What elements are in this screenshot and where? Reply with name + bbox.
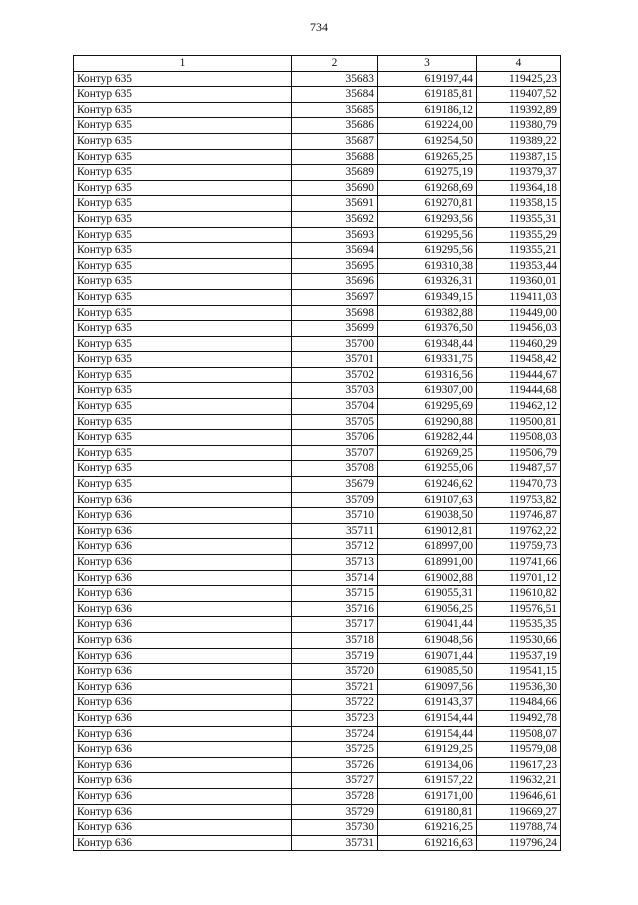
point-number-cell: 35730	[292, 820, 378, 836]
table-row	[74, 586, 561, 602]
column-header: 4	[477, 56, 561, 72]
table-row	[74, 414, 561, 430]
point-number-cell: 35679	[292, 477, 378, 493]
y-coordinate-cell: 119541,15	[477, 664, 561, 680]
point-number-cell: 35728	[292, 788, 378, 804]
point-number-cell: 35701	[292, 352, 378, 368]
y-coordinate-cell: 119392,89	[477, 102, 561, 118]
point-number-cell: 35685	[292, 102, 378, 118]
y-coordinate-cell: 119355,21	[477, 243, 561, 259]
table-header-row	[74, 56, 561, 72]
contour-name-cell: Контур 635	[74, 102, 292, 118]
contour-name-cell: Контур 636	[74, 726, 292, 742]
x-coordinate-cell: 619185,81	[378, 87, 477, 103]
point-number-cell: 35683	[292, 71, 378, 87]
y-coordinate-cell: 119508,03	[477, 430, 561, 446]
y-coordinate-cell: 119484,66	[477, 695, 561, 711]
contour-name-cell: Контур 635	[74, 71, 292, 87]
y-coordinate-cell: 119458,42	[477, 352, 561, 368]
contour-name-cell: Контур 636	[74, 804, 292, 820]
coordinates-table	[73, 55, 561, 851]
y-coordinate-cell: 119353,44	[477, 258, 561, 274]
y-coordinate-cell: 119444,67	[477, 367, 561, 383]
y-coordinate-cell: 119753,82	[477, 492, 561, 508]
x-coordinate-cell: 619085,50	[378, 664, 477, 680]
table-row	[74, 118, 561, 134]
table-row	[74, 87, 561, 103]
y-coordinate-cell: 119576,51	[477, 601, 561, 617]
table-row	[74, 196, 561, 212]
table-row	[74, 555, 561, 571]
x-coordinate-cell: 619197,44	[378, 71, 477, 87]
y-coordinate-cell: 119536,30	[477, 679, 561, 695]
table-row	[74, 773, 561, 789]
contour-name-cell: Контур 635	[74, 274, 292, 290]
table-row	[74, 492, 561, 508]
contour-name-cell: Контур 636	[74, 664, 292, 680]
point-number-cell: 35693	[292, 227, 378, 243]
y-coordinate-cell: 119387,15	[477, 149, 561, 165]
x-coordinate-cell: 619310,38	[378, 258, 477, 274]
y-coordinate-cell: 119506,79	[477, 445, 561, 461]
point-number-cell: 35697	[292, 289, 378, 305]
point-number-cell: 35723	[292, 710, 378, 726]
table-row	[74, 149, 561, 165]
table-row	[74, 227, 561, 243]
x-coordinate-cell: 619255,06	[378, 461, 477, 477]
point-number-cell: 35724	[292, 726, 378, 742]
point-number-cell: 35694	[292, 243, 378, 259]
y-coordinate-cell: 119358,15	[477, 196, 561, 212]
y-coordinate-cell: 119492,78	[477, 710, 561, 726]
table-row	[74, 305, 561, 321]
x-coordinate-cell: 619295,56	[378, 227, 477, 243]
point-number-cell: 35710	[292, 508, 378, 524]
table-row	[74, 477, 561, 493]
x-coordinate-cell: 619254,50	[378, 133, 477, 149]
point-number-cell: 35711	[292, 523, 378, 539]
point-number-cell: 35692	[292, 211, 378, 227]
x-coordinate-cell: 619055,31	[378, 586, 477, 602]
point-number-cell: 35731	[292, 835, 378, 851]
y-coordinate-cell: 119487,57	[477, 461, 561, 477]
point-number-cell: 35684	[292, 87, 378, 103]
table-row	[74, 445, 561, 461]
table-row	[74, 788, 561, 804]
point-number-cell: 35719	[292, 648, 378, 664]
y-coordinate-cell: 119500,81	[477, 414, 561, 430]
y-coordinate-cell: 119462,12	[477, 399, 561, 415]
contour-name-cell: Контур 635	[74, 461, 292, 477]
column-header: 2	[292, 56, 378, 72]
table-row	[74, 632, 561, 648]
table-row	[74, 820, 561, 836]
table-row	[74, 508, 561, 524]
x-coordinate-cell: 619129,25	[378, 742, 477, 758]
table-row	[74, 399, 561, 415]
x-coordinate-cell: 619293,56	[378, 211, 477, 227]
x-coordinate-cell: 619290,88	[378, 414, 477, 430]
point-number-cell: 35713	[292, 555, 378, 571]
y-coordinate-cell: 119746,87	[477, 508, 561, 524]
point-number-cell: 35726	[292, 757, 378, 773]
point-number-cell: 35699	[292, 321, 378, 337]
y-coordinate-cell: 119762,22	[477, 523, 561, 539]
table-row	[74, 102, 561, 118]
contour-name-cell: Контур 635	[74, 196, 292, 212]
table-row	[74, 289, 561, 305]
table-row	[74, 617, 561, 633]
contour-name-cell: Контур 635	[74, 180, 292, 196]
x-coordinate-cell: 619382,88	[378, 305, 477, 321]
y-coordinate-cell: 119632,21	[477, 773, 561, 789]
x-coordinate-cell: 619097,56	[378, 679, 477, 695]
table-row	[74, 726, 561, 742]
x-coordinate-cell: 619275,19	[378, 165, 477, 181]
x-coordinate-cell: 619295,56	[378, 243, 477, 259]
y-coordinate-cell: 119380,79	[477, 118, 561, 134]
point-number-cell: 35729	[292, 804, 378, 820]
x-coordinate-cell: 619216,63	[378, 835, 477, 851]
y-coordinate-cell: 119411,03	[477, 289, 561, 305]
table-row	[74, 461, 561, 477]
table-row	[74, 742, 561, 758]
table-row	[74, 321, 561, 337]
table-row	[74, 539, 561, 555]
table-row	[74, 274, 561, 290]
x-coordinate-cell: 619154,44	[378, 726, 477, 742]
point-number-cell: 35717	[292, 617, 378, 633]
y-coordinate-cell: 119364,18	[477, 180, 561, 196]
x-coordinate-cell: 619157,22	[378, 773, 477, 789]
contour-name-cell: Контур 635	[74, 352, 292, 368]
x-coordinate-cell: 619348,44	[378, 336, 477, 352]
table-row	[74, 211, 561, 227]
x-coordinate-cell: 619071,44	[378, 648, 477, 664]
contour-name-cell: Контур 635	[74, 211, 292, 227]
table-row	[74, 679, 561, 695]
contour-name-cell: Контур 635	[74, 399, 292, 415]
y-coordinate-cell: 119449,00	[477, 305, 561, 321]
contour-name-cell: Контур 636	[74, 742, 292, 758]
y-coordinate-cell: 119579,08	[477, 742, 561, 758]
x-coordinate-cell: 619048,56	[378, 632, 477, 648]
contour-name-cell: Контур 636	[74, 820, 292, 836]
x-coordinate-cell: 619269,25	[378, 445, 477, 461]
y-coordinate-cell: 119610,82	[477, 586, 561, 602]
point-number-cell: 35716	[292, 601, 378, 617]
point-number-cell: 35698	[292, 305, 378, 321]
point-number-cell: 35687	[292, 133, 378, 149]
point-number-cell: 35714	[292, 570, 378, 586]
table-row	[74, 570, 561, 586]
contour-name-cell: Контур 635	[74, 227, 292, 243]
point-number-cell: 35690	[292, 180, 378, 196]
contour-name-cell: Контур 635	[74, 87, 292, 103]
contour-name-cell: Контур 635	[74, 321, 292, 337]
y-coordinate-cell: 119796,24	[477, 835, 561, 851]
x-coordinate-cell: 619331,75	[378, 352, 477, 368]
contour-name-cell: Контур 636	[74, 586, 292, 602]
contour-name-cell: Контур 635	[74, 383, 292, 399]
point-number-cell: 35722	[292, 695, 378, 711]
contour-name-cell: Контур 635	[74, 305, 292, 321]
y-coordinate-cell: 119456,03	[477, 321, 561, 337]
contour-name-cell: Контур 635	[74, 289, 292, 305]
contour-name-cell: Контур 635	[74, 165, 292, 181]
table-row	[74, 352, 561, 368]
y-coordinate-cell: 119741,66	[477, 555, 561, 571]
contour-name-cell: Контур 636	[74, 632, 292, 648]
table-row	[74, 757, 561, 773]
x-coordinate-cell: 619107,63	[378, 492, 477, 508]
table-row	[74, 367, 561, 383]
table-row	[74, 695, 561, 711]
y-coordinate-cell: 119355,31	[477, 211, 561, 227]
point-number-cell: 35720	[292, 664, 378, 680]
x-coordinate-cell: 619295,69	[378, 399, 477, 415]
point-number-cell: 35709	[292, 492, 378, 508]
contour-name-cell: Контур 636	[74, 555, 292, 571]
contour-name-cell: Контур 636	[74, 710, 292, 726]
column-header: 3	[378, 56, 477, 72]
point-number-cell: 35706	[292, 430, 378, 446]
contour-name-cell: Контур 635	[74, 430, 292, 446]
y-coordinate-cell: 119460,29	[477, 336, 561, 352]
contour-name-cell: Контур 636	[74, 788, 292, 804]
table-row	[74, 664, 561, 680]
table-row	[74, 71, 561, 87]
column-header: 1	[74, 56, 292, 72]
y-coordinate-cell: 119444,68	[477, 383, 561, 399]
point-number-cell: 35708	[292, 461, 378, 477]
point-number-cell: 35688	[292, 149, 378, 165]
x-coordinate-cell: 619268,69	[378, 180, 477, 196]
table-row	[74, 165, 561, 181]
y-coordinate-cell: 119617,23	[477, 757, 561, 773]
table-row	[74, 243, 561, 259]
table-row	[74, 133, 561, 149]
x-coordinate-cell: 619002,88	[378, 570, 477, 586]
contour-name-cell: Контур 636	[74, 695, 292, 711]
table-row	[74, 383, 561, 399]
x-coordinate-cell: 619180,81	[378, 804, 477, 820]
y-coordinate-cell: 119759,73	[477, 539, 561, 555]
table-row	[74, 648, 561, 664]
contour-name-cell: Контур 636	[74, 757, 292, 773]
table-row	[74, 710, 561, 726]
table-row	[74, 336, 561, 352]
contour-name-cell: Контур 635	[74, 258, 292, 274]
point-number-cell: 35691	[292, 196, 378, 212]
contour-name-cell: Контур 636	[74, 648, 292, 664]
point-number-cell: 35721	[292, 679, 378, 695]
table-row	[74, 523, 561, 539]
x-coordinate-cell: 619316,56	[378, 367, 477, 383]
contour-name-cell: Контур 635	[74, 118, 292, 134]
y-coordinate-cell: 119669,27	[477, 804, 561, 820]
contour-name-cell: Контур 636	[74, 508, 292, 524]
y-coordinate-cell: 119530,66	[477, 632, 561, 648]
point-number-cell: 35704	[292, 399, 378, 415]
y-coordinate-cell: 119470,73	[477, 477, 561, 493]
contour-name-cell: Контур 635	[74, 414, 292, 430]
point-number-cell: 35718	[292, 632, 378, 648]
table-row	[74, 430, 561, 446]
contour-name-cell: Контур 635	[74, 477, 292, 493]
contour-name-cell: Контур 636	[74, 835, 292, 851]
point-number-cell: 35725	[292, 742, 378, 758]
x-coordinate-cell: 619265,25	[378, 149, 477, 165]
point-number-cell: 35705	[292, 414, 378, 430]
point-number-cell: 35712	[292, 539, 378, 555]
table-body	[74, 71, 561, 851]
point-number-cell: 35703	[292, 383, 378, 399]
contour-name-cell: Контур 635	[74, 243, 292, 259]
x-coordinate-cell: 619376,50	[378, 321, 477, 337]
table-row	[74, 804, 561, 820]
y-coordinate-cell: 119425,23	[477, 71, 561, 87]
x-coordinate-cell: 618997,00	[378, 539, 477, 555]
x-coordinate-cell: 619270,81	[378, 196, 477, 212]
x-coordinate-cell: 619143,37	[378, 695, 477, 711]
contour-name-cell: Контур 636	[74, 601, 292, 617]
x-coordinate-cell: 619216,25	[378, 820, 477, 836]
y-coordinate-cell: 119788,74	[477, 820, 561, 836]
page-number: 734	[310, 20, 328, 34]
y-coordinate-cell: 119508,07	[477, 726, 561, 742]
y-coordinate-cell: 119407,52	[477, 87, 561, 103]
x-coordinate-cell: 619171,00	[378, 788, 477, 804]
x-coordinate-cell: 619154,44	[378, 710, 477, 726]
contour-name-cell: Контур 636	[74, 492, 292, 508]
contour-name-cell: Контур 636	[74, 523, 292, 539]
x-coordinate-cell: 619186,12	[378, 102, 477, 118]
contour-name-cell: Контур 635	[74, 367, 292, 383]
x-coordinate-cell: 619246,62	[378, 477, 477, 493]
table-row	[74, 835, 561, 851]
contour-name-cell: Контур 636	[74, 773, 292, 789]
x-coordinate-cell: 619282,44	[378, 430, 477, 446]
point-number-cell: 35695	[292, 258, 378, 274]
point-number-cell: 35696	[292, 274, 378, 290]
x-coordinate-cell: 619349,15	[378, 289, 477, 305]
y-coordinate-cell: 119646,61	[477, 788, 561, 804]
contour-name-cell: Контур 636	[74, 617, 292, 633]
point-number-cell: 35700	[292, 336, 378, 352]
x-coordinate-cell: 619326,31	[378, 274, 477, 290]
point-number-cell: 35727	[292, 773, 378, 789]
table-row	[74, 180, 561, 196]
y-coordinate-cell: 119389,22	[477, 133, 561, 149]
table-row	[74, 601, 561, 617]
table-row	[74, 258, 561, 274]
y-coordinate-cell: 119379,37	[477, 165, 561, 181]
contour-name-cell: Контур 636	[74, 679, 292, 695]
point-number-cell: 35715	[292, 586, 378, 602]
y-coordinate-cell: 119701,12	[477, 570, 561, 586]
y-coordinate-cell: 119355,29	[477, 227, 561, 243]
x-coordinate-cell: 619307,00	[378, 383, 477, 399]
contour-name-cell: Контур 635	[74, 133, 292, 149]
y-coordinate-cell: 119537,19	[477, 648, 561, 664]
contour-name-cell: Контур 636	[74, 570, 292, 586]
x-coordinate-cell: 619012,81	[378, 523, 477, 539]
point-number-cell: 35702	[292, 367, 378, 383]
x-coordinate-cell: 619038,50	[378, 508, 477, 524]
x-coordinate-cell: 619041,44	[378, 617, 477, 633]
x-coordinate-cell: 619056,25	[378, 601, 477, 617]
contour-name-cell: Контур 635	[74, 445, 292, 461]
x-coordinate-cell: 619224,00	[378, 118, 477, 134]
y-coordinate-cell: 119535,35	[477, 617, 561, 633]
contour-name-cell: Контур 635	[74, 336, 292, 352]
y-coordinate-cell: 119360,01	[477, 274, 561, 290]
point-number-cell: 35686	[292, 118, 378, 134]
point-number-cell: 35707	[292, 445, 378, 461]
point-number-cell: 35689	[292, 165, 378, 181]
contour-name-cell: Контур 636	[74, 539, 292, 555]
x-coordinate-cell: 618991,00	[378, 555, 477, 571]
contour-name-cell: Контур 635	[74, 149, 292, 165]
x-coordinate-cell: 619134,06	[378, 757, 477, 773]
